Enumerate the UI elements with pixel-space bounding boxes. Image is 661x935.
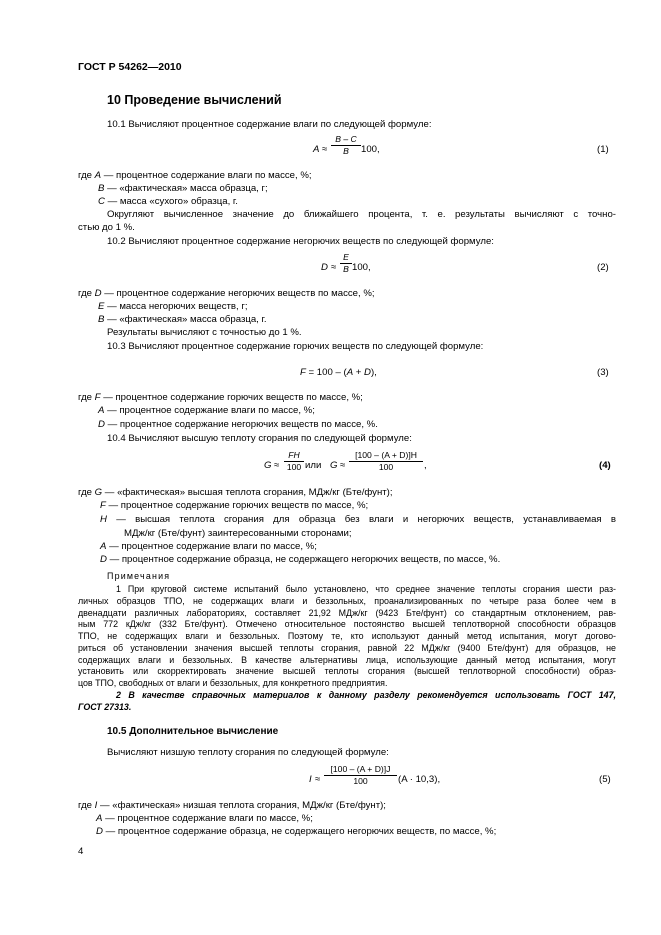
paragraph-10-2: 10.2 Вычисляют процентное содержание негорючих веществ по следующей формуле: <box>107 236 494 247</box>
where-line: A — процентное содержание влаги по массе, %; <box>98 405 315 416</box>
where-line: F — процентное содержание горючих веществ по массе, %; <box>100 500 369 511</box>
rounding-text-cont: стью до 1 %. <box>78 222 135 233</box>
formula-number-2: (2) <box>597 262 609 273</box>
note-line: личных образцов ТПО, не содержащих влаги и беззольных, проанализированных по четыре раза более чем в <box>78 596 616 606</box>
formula-number-4: (4) <box>599 460 611 471</box>
note-line: ным 772 кДж/кг (332 Бте/фунт). Отмечено относительное постоянство высшей теплотворной способности образцов <box>78 619 616 629</box>
fraction-2: E B <box>340 252 352 275</box>
where-line: где G — «фактическая» высшая теплота сгорания, МДж/кг (Бте/фунт); <box>78 487 393 498</box>
paragraph-10-4: 10.4 Вычисляют высшую теплоту сгорания по следующей формуле: <box>107 433 412 444</box>
note-2-line: 2 В качестве справочных материалов к данному разделу рекомендуется использовать ГОСТ 147, <box>116 690 616 700</box>
where-line: D — процентное содержание образца, не содержащего негорючих веществ, по массе, %. <box>100 554 501 565</box>
fraction-4b: [100 – (A + D)]H 100 <box>349 450 423 473</box>
where-line: D — процентное содержание образца, не содержащего негорючих веществ, по массе, %; <box>96 826 497 837</box>
where-line: где F — процентное содержание горючих веществ по массе, %; <box>78 392 363 403</box>
fraction-1: B – C B <box>331 134 361 157</box>
paragraph-10-5: Вычисляют низшую теплоту сгорания по следующей формуле: <box>107 747 389 758</box>
note-2-line: ГОСТ 27313. <box>78 702 132 712</box>
paragraph-10-1: 10.1 Вычисляют процентное содержание влаги по следующей формуле: <box>107 119 432 130</box>
where-line: H — высшая теплота сгорания для образца без влаги и негорючих веществ, устанавливаемая в <box>100 514 616 525</box>
where-line: E — масса негорючих веществ, г; <box>98 301 248 312</box>
note-line: ТПО, не содержащих влаги и беззольных. Поэтому те, кто используют данный метод испытания, могут догово- <box>78 631 616 641</box>
where-line: где A — процентное содержание влаги по массе, %; <box>78 170 312 181</box>
where-line: где D — процентное содержание негорючих веществ по массе, %; <box>78 288 375 299</box>
fraction-4a: FH 100 <box>284 450 304 473</box>
paragraph-10-3: 10.3 Вычисляют процентное содержание горючих веществ по следующей формуле: <box>107 341 484 352</box>
note-line: двенадцати различных лабораториях, составляет 21,92 МДж/кг (9423 Бте/фунт) со стандартным отклонением, рав- <box>78 608 616 618</box>
rounding-text: Округляют вычисленное значение до ближайшего процента, т. е. результаты вычисляют с точно- <box>107 209 616 220</box>
note-line: риться об установлении значения высшей теплоты сгорания, равной 22 МДж/кг (9400 Бте/фунт) для образцов, не <box>78 643 616 653</box>
accuracy-text: Результаты вычисляют с точностью до 1 %. <box>107 327 302 338</box>
note-line: установить или скорректировать значение высшей теплоты сгорания (высшей теплотворной способности) образ- <box>78 666 616 676</box>
formula-number-5: (5) <box>599 774 611 785</box>
formula-3: F = 100 – (A + D), <box>300 367 377 378</box>
formula-number-3: (3) <box>597 367 609 378</box>
notes-title: Примечания <box>107 571 171 581</box>
where-line-cont: МДж/кг (Бте/фунт) заинтересованными сторонами; <box>124 528 352 539</box>
where-line: B — «фактическая» масса образца, г. <box>98 314 267 325</box>
section-title: 10 Проведение вычислений <box>107 93 282 107</box>
note-line: содержащих влаги и беззольных. В качестве альтернативы лица, использующие данный метод испытания, могут <box>78 655 616 665</box>
where-line: где I — «фактическая» низшая теплота сгорания, МДж/кг (Бте/фунт); <box>78 800 386 811</box>
note-line: цов ТПО, свободных от влаги и беззольных, для конкретного предприятия. <box>78 678 388 688</box>
where-line: C — масса «сухого» образца, г. <box>98 196 238 207</box>
fraction-5: [100 – (A + D)]J 100 <box>324 764 397 787</box>
page-number: 4 <box>78 846 84 857</box>
where-line: D — процентное содержание негорючих веществ по массе, %. <box>98 419 378 430</box>
where-line: A — процентное содержание влаги по массе, %; <box>96 813 313 824</box>
subsection-title: 10.5 Дополнительное вычисление <box>107 726 279 737</box>
where-line: B — «фактическая» масса образца, г; <box>98 183 268 194</box>
formula-number-1: (1) <box>597 144 609 155</box>
document-id: ГОСТ Р 54262—2010 <box>78 61 182 73</box>
where-line: A — процентное содержание влаги по массе, %; <box>100 541 317 552</box>
note-line: 1 При круговой системе испытаний было установлено, что среднее значение теплоты сгорания шести раз- <box>116 584 616 594</box>
